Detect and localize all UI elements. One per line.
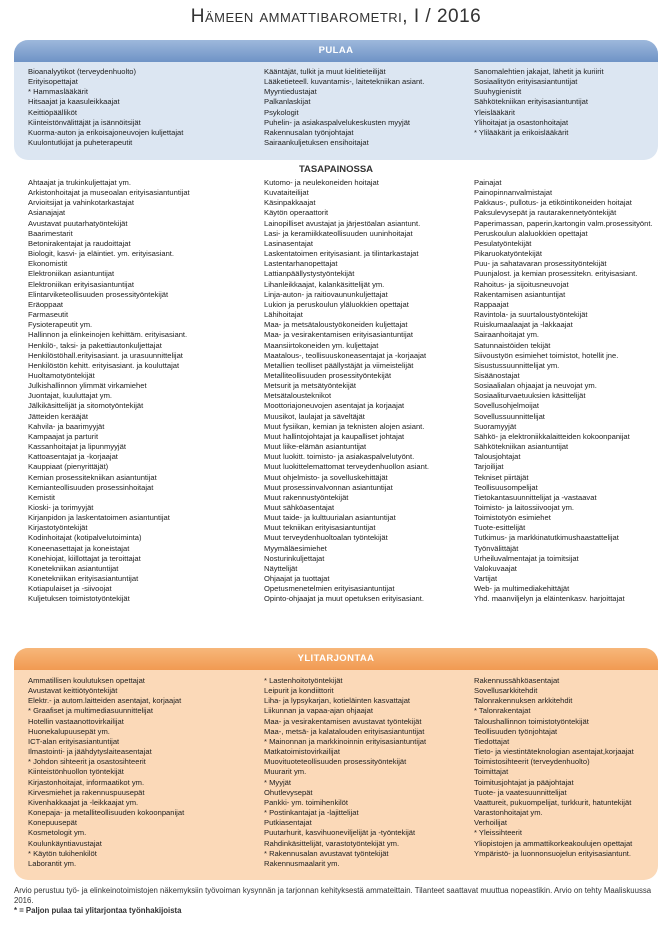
occupation-item: Leipurit ja kondiittorit xyxy=(264,686,334,696)
occupation-item: Teollisuusompelijat xyxy=(474,482,538,492)
occupation-item: Kirjastonhoitajat, informaatikot ym. xyxy=(28,777,145,787)
occupation-item: Kotiapulaiset ja -siivoojat xyxy=(28,584,112,594)
occupation-item: Liha- ja lypsykarjan, kotieläinten kasvattajat xyxy=(264,696,411,706)
occupation-item: Hitsaajat ja kaasuleikkaajat xyxy=(28,97,120,107)
occupation-item: Muut taide- ja kulttuurialan asiantuntijat xyxy=(264,513,396,523)
occupation-item: Liikunnan ja vapaa-ajan ohjaajat xyxy=(264,706,373,716)
occupation-item: Rakennusalan työnjohtajat xyxy=(264,127,354,137)
occupation-item: Konehiojat, kiillottajat ja teroittajat xyxy=(28,553,141,563)
occupation-item: Ahtaajat ja trukinkuljettajat ym. xyxy=(28,178,131,187)
occupation-item: * Lastenhoitotyöntekijät xyxy=(264,676,343,685)
occupation-item: Muut rakennustyöntekijät xyxy=(264,492,349,502)
pulaa-columns xyxy=(28,67,664,148)
occupation-item: Asianajajat xyxy=(28,208,66,218)
occupation-item: Maa- ja metsätaloustyökoneiden kuljettajat xyxy=(264,320,408,330)
occupation-item: Elintarviketeollisuuden prosessityöntekijät xyxy=(28,289,169,299)
occupation-item: Henkilöstöhall.erityisasiant. ja urasuunnittelijat xyxy=(28,350,183,360)
occupation-item: Kuulontutkijat ja puheterapeutit xyxy=(28,138,133,148)
occupation-item: Ravintola- ja suurtaloustyöntekijät xyxy=(474,310,588,320)
occupation-item: Tietokantasuunnittelijat ja -vastaavat xyxy=(474,492,597,502)
occupation-item: Maa-, metsä- ja kalatalouden erityisasiantuntijat xyxy=(264,726,425,736)
occupation-item: * Ylilääkärit ja erikoislääkärit xyxy=(474,127,569,137)
occupation-item: Peruskoulun alaluokkien opettajat xyxy=(474,228,588,238)
occupation-item: Sosiaalialan ohjaajat ja neuvojat ym. xyxy=(474,381,597,391)
occupation-item: Elektr.- ja autom.laitteiden asentajat, korjaajat xyxy=(28,696,182,706)
occupation-item: Tiedottajat xyxy=(474,736,510,746)
occupation-item: Kuljetuksen toimistotyöntekijät xyxy=(28,594,130,604)
ylitarjonta-col-1 xyxy=(28,676,264,869)
occupation-item: Muut ohjelmisto- ja sovelluskehittäjät xyxy=(264,472,388,482)
occupation-item: Konetekniikan erityisasiantuntijat xyxy=(28,574,139,584)
tasapainossa-columns xyxy=(28,178,664,605)
occupation-item: Metalliteollisuuden prosessityöntekijät xyxy=(264,370,392,380)
occupation-item: Puutarhurit, kasvihuoneviljelijät ja -työntekijät xyxy=(264,828,416,838)
occupation-item: Baarimestarit xyxy=(28,228,73,238)
tasapainossa-section xyxy=(14,178,658,644)
occupation-item: Jätteiden kerääjät xyxy=(28,411,88,421)
occupation-item: Bioanalyytikot (terveydenhuolto) xyxy=(28,67,137,76)
occupation-item: Vartijat xyxy=(474,574,498,584)
occupation-item: Matkatoimistovirkailijat xyxy=(264,747,340,757)
footer xyxy=(14,886,664,916)
occupation-item: Ilmastointi- ja jäähdytyslaiteasentajat xyxy=(28,747,152,757)
occupation-item: Kutomo- ja neulekoneiden hoitajat xyxy=(264,178,379,187)
occupation-item: Sosiaaliturvaetuuksien käsittelijät xyxy=(474,391,586,401)
occupation-item: Rakennussähköasentajat xyxy=(474,676,560,685)
occupation-item: Paksulevysepät ja rautarakennetyöntekijät xyxy=(474,208,617,218)
occupation-item: Ylihoitajat ja osastonhoitajat xyxy=(474,117,569,127)
occupation-item: * Käytön tukihenkilöt xyxy=(28,848,97,858)
ylitarjonta-columns xyxy=(28,676,664,869)
occupation-item: ICT-alan erityisasiantuntijat xyxy=(28,736,120,746)
pulaa-col-3 xyxy=(474,67,664,148)
occupation-item: Metsurit ja metsätyöntekijät xyxy=(264,381,357,391)
occupation-item: Putkiasentajat xyxy=(264,818,312,828)
occupation-item: Vaattureit, pukuompelijat, turkkurit, hatuntekijät xyxy=(474,797,632,807)
occupation-item: Maa- ja vesirakentamisen erityisasiantuntijat xyxy=(264,330,413,340)
occupation-item: * Yleissihteerit xyxy=(474,828,522,838)
occupation-item: Kääntäjät, tulkit ja muut kielitieteilijät xyxy=(264,67,386,76)
occupation-item: Kosmetologit ym. xyxy=(28,828,87,838)
occupation-item: Näyttelijät xyxy=(264,563,298,573)
occupation-item: Muut liike-elämän asiantuntijat xyxy=(264,442,367,452)
ylitarjonta-col-2 xyxy=(264,676,474,869)
occupation-item: Elektroniikan erityisasiantuntijat xyxy=(28,279,134,289)
pulaa-col-2 xyxy=(264,67,474,148)
occupation-item: Metallien teolliset päällystäjät ja viimeistelijät xyxy=(264,360,414,370)
ylitarjonta-col-3 xyxy=(474,676,664,869)
occupation-item: Lukion ja peruskoulun yläluokkien opettajat xyxy=(264,299,409,309)
occupation-item: Ohjaajat ja tuottajat xyxy=(264,574,330,584)
occupation-item: Puu- ja sahatavaran prosessityöntekijät xyxy=(474,259,607,269)
occupation-item: Rakennusmaalarit ym. xyxy=(264,858,340,868)
occupation-item: Fysioterapeutit ym. xyxy=(28,320,93,330)
occupation-item: Elektroniikan asiantuntijat xyxy=(28,269,115,279)
occupation-item: Muovituoteteollisuuden prosessityöntekijät xyxy=(264,757,407,767)
occupation-item: Kirjanpidon ja laskentatoimen asiantuntijat xyxy=(28,513,170,523)
page-title: Hämeen ammattibarometri, I / 2016 xyxy=(190,6,482,27)
occupation-item: Tuote- ja vaatesuunnittelijat xyxy=(474,787,567,797)
occupation-item: Paperimassan, paperin,kartongin valm.prosessityönt. xyxy=(474,218,653,228)
occupation-item: Lasi- ja keramiikkateollisuuden uuninhoitajat xyxy=(264,228,413,238)
occupation-item: Ammatillisen koulutuksen opettajat xyxy=(28,676,145,685)
occupation-item: Maatalous-, teollisuuskoneasentajat ja -korjaajat xyxy=(264,350,427,360)
occupation-item: Rappaajat xyxy=(474,299,509,309)
occupation-item: * Mainonnan ja markkinoinnin erityisasiantuntijat xyxy=(264,736,427,746)
tasapainossa-col-3 xyxy=(474,178,664,605)
occupation-item: Muut terveydenhuoltoalan työntekijät xyxy=(264,533,388,543)
occupation-item: Valokuvaajat xyxy=(474,563,517,573)
pulaa-col-1 xyxy=(28,67,264,148)
occupation-item: Verhoilijat xyxy=(474,818,507,828)
occupation-item: Rahoitus- ja sijoitusneuvojat xyxy=(474,279,569,289)
occupation-item: Muut luokittelemattomat terveydenhuollon asiant. xyxy=(264,462,430,472)
occupation-item: Tarjoilijat xyxy=(474,462,504,472)
occupation-item: Opetusmenetelmien erityisasiantuntijat xyxy=(264,584,395,594)
occupation-item: Lainopilliset avustajat ja järjestöalan asiantunt. xyxy=(264,218,421,228)
occupation-item: Sairaanhoitajat ym. xyxy=(474,330,540,340)
occupation-item: Ohutlevysepät xyxy=(264,787,313,797)
occupation-item: Kuorma-auton ja erikoisajoneuvojen kuljettajat xyxy=(28,127,184,137)
occupation-item: Lihanleikkaajat, kalankäsittelijät ym. xyxy=(264,279,385,289)
occupation-item: Työnvälittäjät xyxy=(474,543,519,553)
occupation-item: * Hammaslääkärit xyxy=(28,87,88,97)
occupation-item: Web- ja multimediakehittäjät xyxy=(474,584,570,594)
occupation-item: Kiinteistönhuollon työntekijät xyxy=(28,767,124,777)
occupation-item: Psykologit xyxy=(264,107,299,117)
occupation-item: Muusikot, laulajat ja säveltäjät xyxy=(264,411,365,421)
occupation-item: Myymäläesimiehet xyxy=(264,543,327,553)
occupation-item: Avustavat puutarhatyöntekijät xyxy=(28,218,128,228)
occupation-item: Siivoustyön esimiehet toimistot, hotellit jne. xyxy=(474,350,619,360)
occupation-item: Hotellin vastaanottovirkailijat xyxy=(28,716,124,726)
pulaa-heading: PULAA xyxy=(14,40,658,62)
occupation-item: Myyntiedustajat xyxy=(264,87,317,97)
pulaa-section xyxy=(14,40,658,160)
occupation-item: Pankki- ym. toimihenkilöt xyxy=(264,797,348,807)
occupation-item: Muut tekniikan erityisasiantuntijat xyxy=(264,523,376,533)
occupation-item: Moottoriajoneuvojen asentajat ja korjaajat xyxy=(264,401,405,411)
occupation-item: Opinto-ohjaajat ja muut opetuksen erityisasiant. xyxy=(264,594,424,604)
occupation-item: Lattianpäällystystyöntekijät xyxy=(264,269,355,279)
occupation-item: Kemistit xyxy=(28,492,56,502)
occupation-item: Linja-auton- ja raitiovaununkuljettajat xyxy=(264,289,388,299)
occupation-item: Tekniset piirtäjät xyxy=(474,472,529,482)
occupation-item: Jälkikäsittelijät ja sitomotyöntekijät xyxy=(28,401,144,411)
occupation-item: Sähkötekniikan erityisasiantuntijat xyxy=(474,97,588,107)
occupation-item: Kirjastotyöntekijät xyxy=(28,523,88,533)
occupation-item: Muut sähköasentajat xyxy=(264,503,335,512)
occupation-item: Kemian prosessitekniikan asiantuntijat xyxy=(28,472,157,482)
occupation-item: Henkilöstön kehitt. erityisasiant. ja kouluttajat xyxy=(28,360,180,370)
occupation-item: Muut luokitt. toimisto- ja asiakaspalvelutyönt. xyxy=(264,452,415,462)
occupation-item: Yliopistojen ja ammattikorkeakoulujen opettajat xyxy=(474,838,633,848)
occupation-item: Muurarit ym. xyxy=(264,767,307,777)
occupation-item: Ympäristö- ja luonnonsuojelun erityisasiantunt. xyxy=(474,848,632,858)
occupation-item: Huonekalupuusepät ym. xyxy=(28,726,110,736)
occupation-item: * Johdon sihteerit ja osastosihteerit xyxy=(28,757,146,767)
occupation-item: Kemianteollisuuden prosessinhoitajat xyxy=(28,482,154,492)
occupation-item: Tieto- ja viestintäteknologian asentajat,korjaajat xyxy=(474,747,634,757)
occupation-item: Kassanhoitajat ja lipunmyyjät xyxy=(28,442,126,452)
occupation-item: Huoltamotyöntekijät xyxy=(28,370,95,380)
occupation-item: Laborantit ym. xyxy=(28,858,77,868)
occupation-item: Lastentarhanopettajat xyxy=(264,259,338,269)
occupation-item: * Rakennusalan avustavat työntekijät xyxy=(264,848,389,858)
occupation-item: Farmaseutit xyxy=(28,310,69,320)
occupation-item: Teollisuuden työnjohtajat xyxy=(474,726,558,736)
occupation-item: Kahvila- ja baarimyyjät xyxy=(28,421,105,431)
occupation-item: Toimistosihteerit (terveydenhuolto) xyxy=(474,757,590,767)
occupation-item: Varastonhoitajat ym. xyxy=(474,808,543,818)
occupation-item: Suuhygienistit xyxy=(474,87,522,97)
occupation-item: Ekonomistit xyxy=(28,259,68,269)
occupation-item: Kioski- ja torimyyjät xyxy=(28,503,94,512)
occupation-item: Konepaja- ja metalliteollisuuden kokoonpanijat xyxy=(28,808,185,818)
occupation-item: Erityisopettajat xyxy=(28,77,78,87)
occupation-item: Painajat xyxy=(474,178,502,187)
footer-legend: * = Paljon pulaa tai ylitarjontaa työnhakijoista xyxy=(14,906,182,915)
occupation-item: Hallinnon ja elinkeinojen kehittäm. erityisasiant. xyxy=(28,330,188,340)
occupation-item: Toimittajat xyxy=(474,767,509,777)
occupation-item: Eräoppaat xyxy=(28,299,64,309)
occupation-item: Käsinpakkaajat xyxy=(264,198,316,208)
occupation-item: Käytön operaattorit xyxy=(264,208,329,218)
occupation-item: Ruiskumaalaajat ja -lakkaajat xyxy=(474,320,573,330)
occupation-item: Kampaajat ja parturit xyxy=(28,431,99,441)
occupation-item: Betonirakentajat ja raudoittajat xyxy=(28,238,131,248)
occupation-item: Kiinteistönvälittäjät ja isännöitsijät xyxy=(28,117,141,127)
occupation-item: * Myyjät xyxy=(264,777,292,787)
footer-note: Arvio perustuu työ- ja elinkeinotoimistojen näkemyksiin työvoiman kysynnän ja tarjonnan kehityksestä ammateittain. Tilanteet saattavat muuttua nopeastikin. Arvio on tehty Maaliskuussa 2016. xyxy=(14,886,652,905)
occupation-item: Painopinnanvalmistajat xyxy=(474,188,553,198)
tasapainossa-col-2 xyxy=(264,178,474,605)
occupation-item: Sovellusarkkitehdit xyxy=(474,686,538,696)
occupation-item: Talousjohtajat xyxy=(474,452,521,462)
occupation-item: Koulunkäyntiavustajat xyxy=(28,838,102,848)
occupation-item: Kodinhoitajat (kotipalvelutoiminta) xyxy=(28,533,142,543)
occupation-item: Sovellussuunnittelijat xyxy=(474,411,545,421)
occupation-item: Toimisto- ja laitossiivoojat ym. xyxy=(474,503,575,512)
occupation-item: Keittiöpäälliköt xyxy=(28,107,77,117)
occupation-item: Sosiaalityön erityisasiantuntijat xyxy=(474,77,578,87)
occupation-item: Suoramyyjät xyxy=(474,421,517,431)
occupation-item: Toimistotyön esimiehet xyxy=(474,513,551,523)
occupation-item: Kauppiaat (pienyrittäjät) xyxy=(28,462,109,472)
occupation-item: Pakkaus-, pullotus- ja etiköintikoneiden hoitajat xyxy=(474,198,632,208)
occupation-item: Puunjalost. ja kemian prosessitekn. erityisasiant. xyxy=(474,269,638,279)
ylitarjonta-section xyxy=(14,648,658,880)
occupation-item: Sanomalehtien jakajat, lähetit ja kuriirit xyxy=(474,67,604,76)
ylitarjonta-heading: YLITARJONTAA xyxy=(14,648,658,670)
occupation-item: Sisustussuunnittelijat ym. xyxy=(474,360,560,370)
occupation-item: Kattoasentajat ja -korjaajat xyxy=(28,452,118,462)
occupation-item: * Postinkantajat ja -lajittelijat xyxy=(264,808,359,818)
occupation-item: Arkistonhoitajat ja museoalan erityisasiantuntijat xyxy=(28,188,190,198)
occupation-item: Juontajat, kuuluttajat ym. xyxy=(28,391,112,401)
occupation-item: Koneenasettajat ja koneistajat xyxy=(28,543,130,553)
occupation-item: Arvioitsijat ja vahinkotarkastajat xyxy=(28,198,134,208)
occupation-item: Satunnaistöiden tekijät xyxy=(474,340,551,350)
occupation-item: Rahdinkäsittelijät, varastotyöntekijät ym. xyxy=(264,838,400,848)
tasapainossa-heading: TASAPAINOSSA xyxy=(298,164,374,175)
occupation-item: Henkilö-, taksi- ja pakettiautonkuljettajat xyxy=(28,340,162,350)
occupation-item: Puhelin- ja asiakaspalvelukeskusten myyjät xyxy=(264,117,411,127)
occupation-item: * Graafiset ja multimediasuunnittelijat xyxy=(28,706,153,716)
occupation-item: Laskentatoimen erityisasiant. ja tilintarkastajat xyxy=(264,249,419,259)
occupation-item: Rakentamisen asiantuntijat xyxy=(474,289,566,299)
occupation-item: Kuvataiteilijat xyxy=(264,188,309,198)
occupation-item: Metsätalousteknikot xyxy=(264,391,332,401)
occupation-item: Sisäänostajat xyxy=(474,370,520,380)
occupation-item: Kirvesmiehet ja rakennuspuusepät xyxy=(28,787,145,797)
occupation-item: Sairaankuljetuksen ensihoitajat xyxy=(264,138,369,148)
occupation-item: Biologit, kasvi- ja eläintiet. ym. erityisasiant. xyxy=(28,249,175,259)
occupation-item: Muut prosessinvalvonnan asiantuntijat xyxy=(264,482,393,492)
occupation-item: Yhd. maanviljelyn ja eläintenkasv. harjoittajat xyxy=(474,594,625,604)
occupation-item: Konepuusepät xyxy=(28,818,77,828)
occupation-item: Konetekniikan asiantuntijat xyxy=(28,563,119,573)
occupation-item: Sähkötekniikan asiantuntijat xyxy=(474,442,569,452)
occupation-item: Urheiluvalmentajat ja toimitsijat xyxy=(474,553,579,563)
occupation-item: Lääketieteell. kuvantamis-, laitetekniikan asiant. xyxy=(264,77,425,87)
occupation-item: Maa- ja vesirakentamisen avustavat työntekijät xyxy=(264,716,422,726)
occupation-item: Muut hallintojohtajat ja kaupalliset johtajat xyxy=(264,431,405,441)
occupation-item: * Talonrakentajat xyxy=(474,706,531,716)
occupation-item: Avustavat keittiötyöntekijät xyxy=(28,686,118,696)
occupation-item: Taloushallinnon toimistotyöntekijät xyxy=(474,716,589,726)
occupation-item: Pikaruokatyöntekijät xyxy=(474,249,542,259)
occupation-item: Tutkimus- ja markkinatutkimushaastattelijat xyxy=(474,533,619,543)
occupation-item: Sovellusohjelmoijat xyxy=(474,401,540,411)
occupation-item: Maansiirtokoneiden ym. kuljettajat xyxy=(264,340,379,350)
occupation-item: Palkanlaskijat xyxy=(264,97,311,107)
occupation-item: Talonrakennuksen arkkitehdit xyxy=(474,696,573,706)
occupation-item: Lähihoitajat xyxy=(264,310,303,320)
occupation-item: Toimitusjohtajat ja pääjohtajat xyxy=(474,777,574,787)
occupation-item: Yleislääkärit xyxy=(474,107,515,117)
occupation-item: Pesulatyöntekijät xyxy=(474,238,532,248)
tasapainossa-col-1 xyxy=(28,178,264,605)
occupation-item: Sähkö- ja elektroniikkalaitteiden kokoonpanijat xyxy=(474,431,630,441)
occupation-item: Nosturinkuljettajat xyxy=(264,553,325,563)
occupation-item: Tuote-esittelijät xyxy=(474,523,526,533)
occupation-item: Julkishallinnon ylimmät virkamiehet xyxy=(28,381,147,391)
occupation-item: Lasinasentajat xyxy=(264,238,313,248)
occupation-item: Muut fysiikan, kemian ja teknisten alojen asiant. xyxy=(264,421,425,431)
occupation-item: Kivenhakkaajat ja -leikkaajat ym. xyxy=(28,797,139,807)
